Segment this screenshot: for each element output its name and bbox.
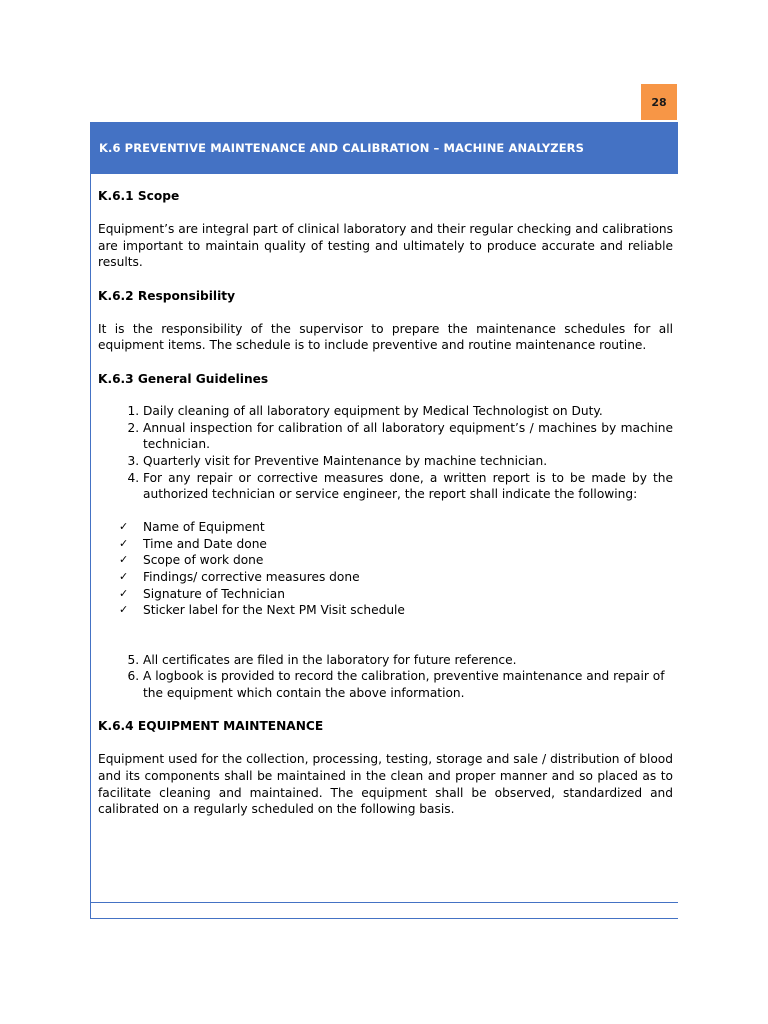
- equipment-maintenance-paragraph: Equipment used for the collection, processing, testing, storage and sale / distribution of blood and its components shall be maintained in the clean and proper manner and so placed as to facilitate cleaning and maintained. The equipment shall be observed, standardized and calibrated on a regularly scheduled on the following basis.: [98, 752, 673, 817]
- responsibility-paragraph: It is the responsibility of the supervisor to prepare the maintenance schedules for all equipment items. The schedule is to include preventive and routine maintenance routine.: [98, 321, 673, 353]
- check-icon: ✓: [119, 570, 129, 584]
- responsibility-heading: K.6.2 Responsibility: [98, 288, 236, 303]
- checklist-item-label: Time and Date done: [143, 536, 267, 551]
- check-icon: ✓: [119, 536, 129, 550]
- checklist-item: [119, 552, 673, 569]
- report-checklist: [98, 519, 673, 619]
- checklist-item: [119, 602, 673, 619]
- checklist-item: [119, 586, 673, 603]
- checklist-item-label: Name of Equipment: [143, 520, 265, 535]
- checklist-item: [119, 569, 673, 586]
- guidelines-list-continued: [98, 652, 673, 702]
- checklist-item: [119, 519, 673, 536]
- guidelines-heading: K.6.3 General Guidelines: [98, 371, 269, 386]
- check-icon: ✓: [119, 520, 129, 534]
- list-item: 6. A logbook is provided to record the calibration, preventive maintenance and repair of the equipment which contain the above information.: [143, 668, 673, 701]
- check-icon: ✓: [119, 586, 129, 600]
- list-item: 5. All certificates are filed in the laboratory for future reference.: [143, 652, 673, 669]
- list-item: 4. For any repair or corrective measures done, a written report is to be made by the authorized technician or service engineer, the report shall indicate the following:: [143, 470, 673, 503]
- document-body: [98, 188, 673, 818]
- list-item: 2. Annual inspection for calibration of all laboratory equipment’s / machines by machine technician.: [143, 420, 673, 453]
- document-frame: [90, 122, 678, 919]
- scope-heading: K.6.1 Scope: [98, 189, 180, 203]
- check-icon: ✓: [119, 603, 129, 617]
- checklist-item: [119, 536, 673, 553]
- section-title: K.6 PREVENTIVE MAINTENANCE AND CALIBRATION – MACHINE ANALYZERS: [99, 141, 585, 155]
- bottom-border: [91, 918, 678, 919]
- section-header-bar: [91, 122, 678, 174]
- guidelines-list: [98, 403, 673, 503]
- scope-paragraph: Equipment’s are integral part of clinical laboratory and their regular checking and calibrations are important to maintain quality of testing and ultimately to produce accurate and reliable results.: [98, 222, 673, 270]
- list-item: 3. Quarterly visit for Preventive Maintenance by machine technician.: [143, 453, 673, 470]
- check-icon: ✓: [119, 553, 129, 567]
- equipment-maintenance-heading: K.6.4 EQUIPMENT MAINTENANCE: [98, 719, 324, 734]
- list-item: 1. Daily cleaning of all laboratory equipment by Medical Technologist on Duty.: [143, 403, 673, 420]
- page-number-text: 28: [651, 95, 667, 109]
- checklist-item-label: Sticker label for the Next PM Visit schedule: [143, 603, 405, 618]
- bottom-divider: [91, 902, 678, 903]
- checklist-item-label: Findings/ corrective measures done: [143, 570, 360, 585]
- checklist-item-label: Signature of Technician: [143, 586, 285, 601]
- checklist-item-label: Scope of work done: [143, 553, 264, 568]
- page-number: [641, 84, 677, 120]
